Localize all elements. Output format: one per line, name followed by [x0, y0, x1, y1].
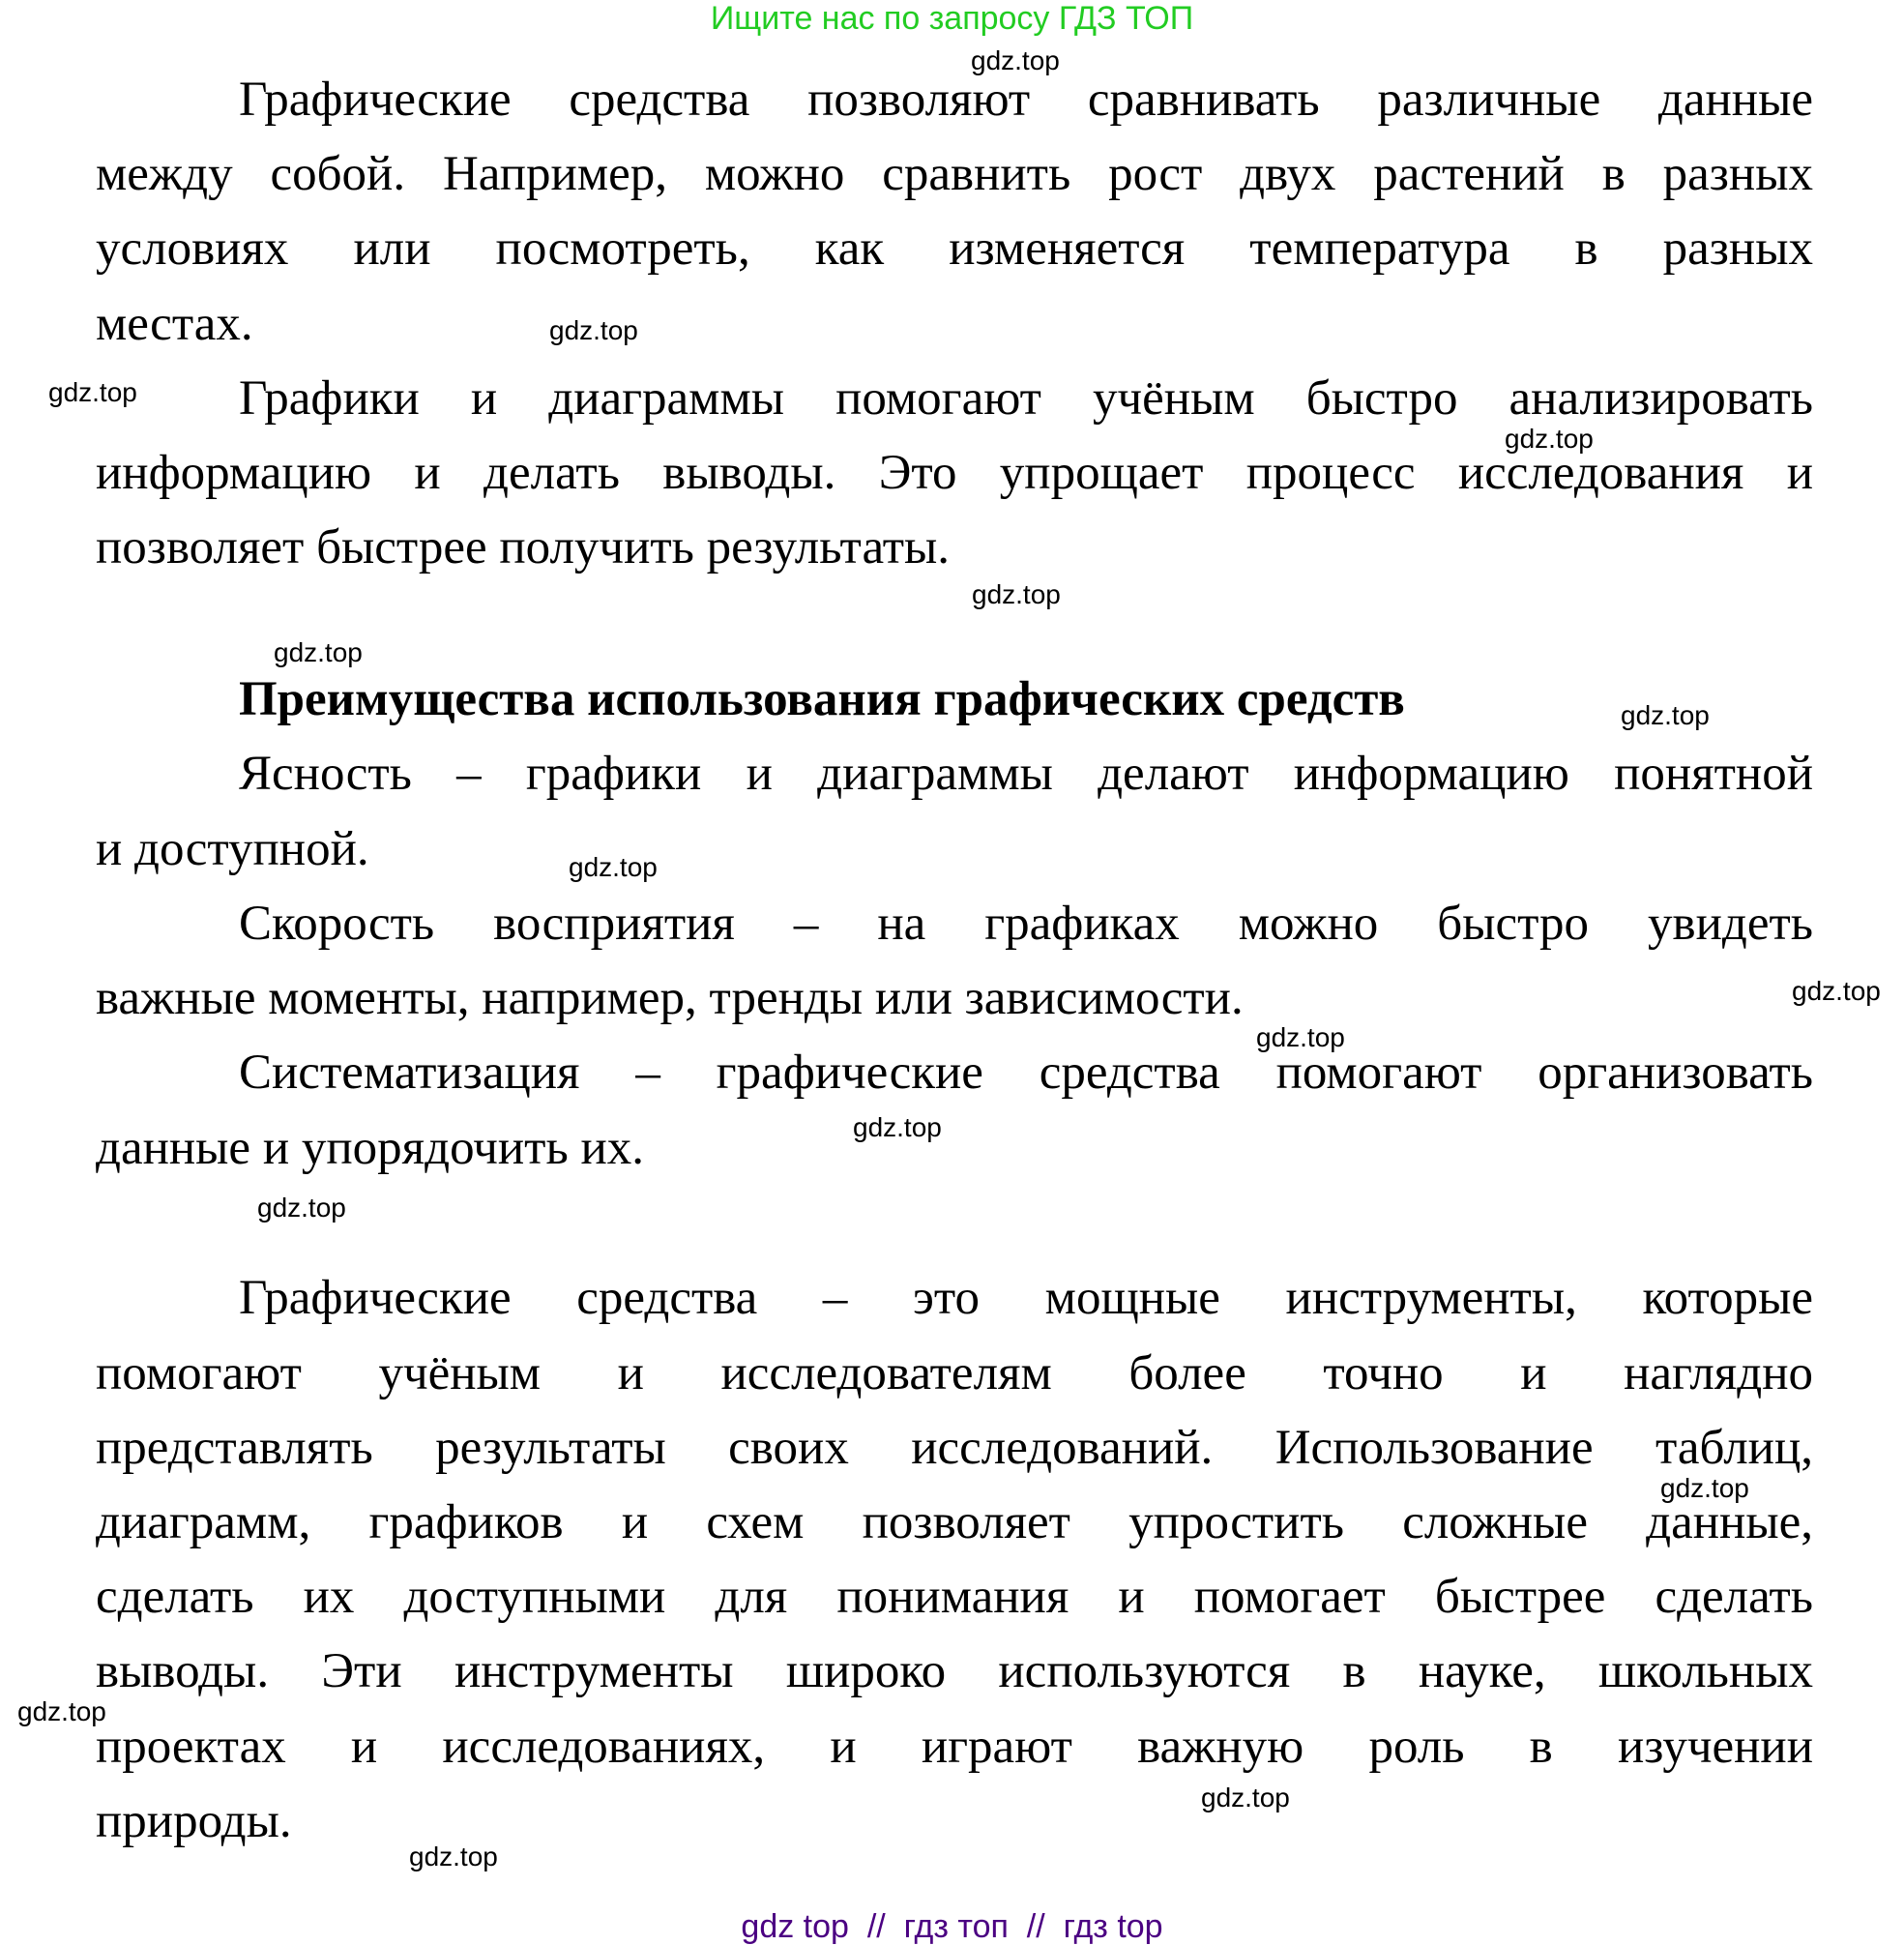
text-line: Ясность – графики и диаграммы делают информацию понятной: [239, 747, 1813, 801]
text-line: условиях или посмотреть, как изменяется температура в разных: [96, 221, 1813, 276]
text-line: между собой. Например, можно сравнить рост двух растений в разных: [96, 147, 1813, 201]
watermark: gdz.top: [853, 1112, 942, 1142]
text-line: Графические средства – это мощные инструменты, которые: [239, 1271, 1813, 1325]
footer-links: gdz top // гдз топ // гдз top: [741, 1908, 1163, 1945]
text-line: Графики и диаграммы помогают учёным быстро анализировать: [239, 371, 1813, 426]
text-line: информацию и делать выводы. Это упрощает процесс исследования и: [96, 446, 1813, 500]
text-line: Систематизация – графические средства помогают организовать: [239, 1046, 1813, 1100]
text-line: данные и упорядочить их.: [96, 1121, 645, 1175]
watermark: gdz.top: [1505, 424, 1594, 454]
watermark: gdz.top: [549, 315, 638, 345]
text-line: представлять результаты своих исследований. Использование таблиц,: [96, 1421, 1813, 1475]
text-line: Графические средства позволяют сравнивать различные данные: [239, 73, 1813, 127]
watermark: gdz.top: [48, 377, 137, 407]
watermark: gdz.top: [1201, 1783, 1290, 1812]
text-line: местах.: [96, 297, 253, 351]
watermark: gdz.top: [274, 637, 363, 667]
text-line: природы.: [96, 1794, 292, 1848]
watermark: gdz.top: [409, 1842, 498, 1871]
watermark: gdz.top: [1256, 1022, 1345, 1052]
text-line: проектах и исследованиях, и играют важную роль в изучении: [96, 1720, 1813, 1774]
text-line: позволяет быстрее получить результаты.: [96, 520, 951, 575]
text-line: и доступной.: [96, 822, 369, 876]
text-line: важные моменты, например, тренды или зависимости.: [96, 971, 1244, 1025]
watermark: gdz.top: [17, 1696, 106, 1726]
section-heading: Преимущества использования графических средств: [239, 672, 1405, 726]
watermark: gdz.top: [257, 1193, 346, 1223]
watermark: gdz.top: [971, 45, 1060, 75]
watermark: gdz.top: [1792, 976, 1881, 1006]
watermark: gdz.top: [1621, 700, 1710, 730]
text-line: помогают учёным и исследователям более точно и наглядно: [96, 1346, 1813, 1400]
watermark: gdz.top: [972, 579, 1061, 609]
header-banner: Ищите нас по запросу ГДЗ ТОП: [710, 0, 1194, 37]
text-line: Скорость восприятия – на графиках можно быстро увидеть: [239, 897, 1813, 951]
text-line: выводы. Эти инструменты широко используются в науке, школьных: [96, 1644, 1813, 1698]
text-line: сделать их доступными для понимания и помогает быстрее сделать: [96, 1570, 1813, 1624]
text-line: диаграмм, графиков и схем позволяет упростить сложные данные,: [96, 1495, 1813, 1549]
watermark: gdz.top: [1660, 1473, 1749, 1503]
watermark: gdz.top: [569, 852, 658, 882]
